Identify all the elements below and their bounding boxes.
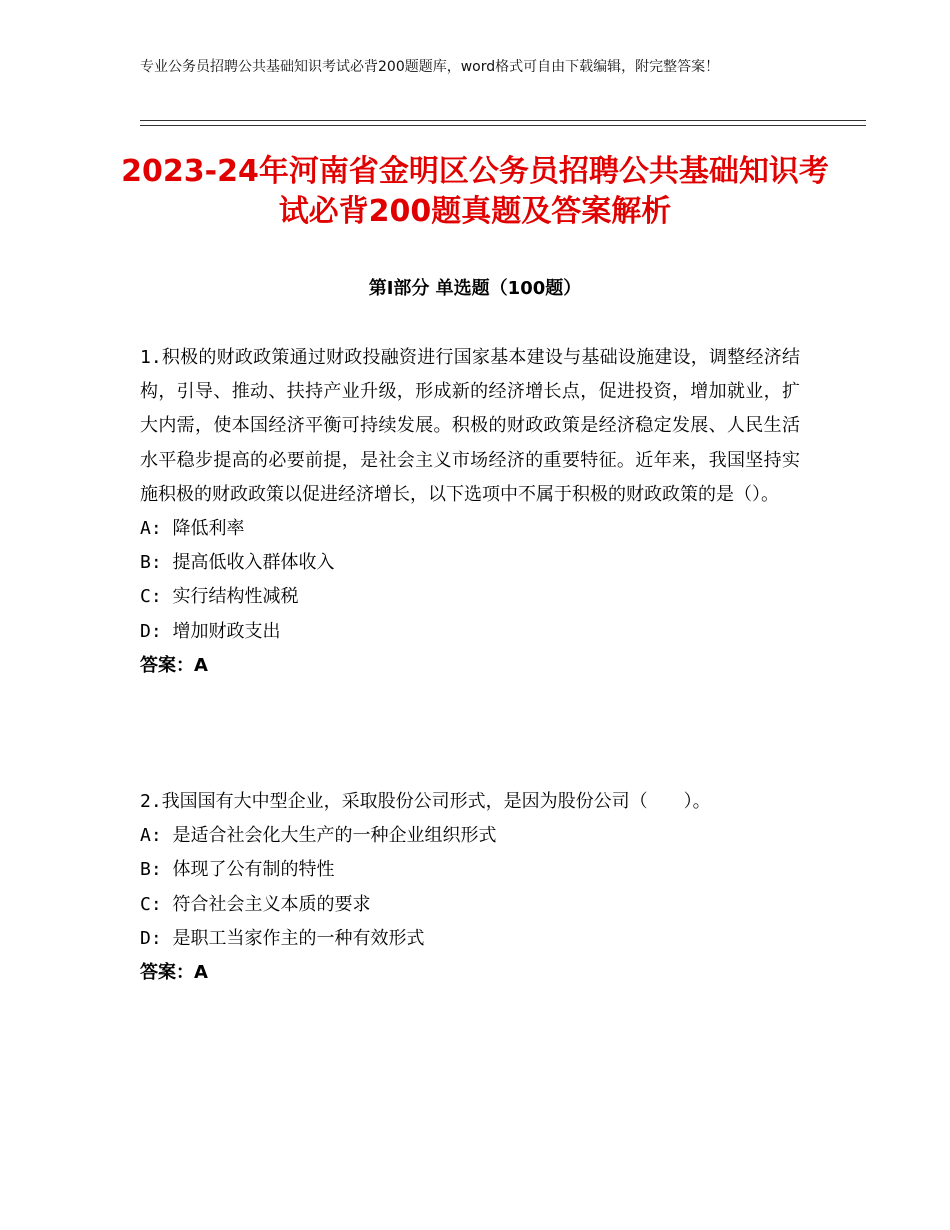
- question-2: [140, 785, 800, 990]
- option-b: B: 体现了公有制的特性: [140, 859, 335, 881]
- question-stem: 2.我国国有大中型企业，采取股份公司形式，是因为股份公司（ ）。: [140, 791, 711, 812]
- option-a: A: 是适合社会化大生产的一种企业组织形式: [140, 825, 497, 847]
- question-stem: 1.积极的财政政策通过财政投融资进行国家基本建设与基础设施建设，调整经济结构，引导、推动、扶持产业升级，形成新的经济增长点，促进投资，增加就业，扩大内需，使本国经济平衡可持续发展。积极的财政政策是经济稳定发展、人民生活水平稳步提高的必要前提，是社会主义市场经济的重要特征。近年来，我国坚持实施积极的财政政策以促进经济增长，以下选项中不属于积极的财政政策的是（）。: [140, 347, 800, 505]
- section-heading: 第Ⅰ部分 单选题（100题）: [368, 278, 582, 299]
- option-c: C: 符合社会主义本质的要求: [140, 893, 371, 915]
- option-b: B: 提高低收入群体收入: [140, 552, 335, 574]
- option-c: C: 实行结构性减税: [140, 586, 299, 608]
- option-a: A: 降低利率: [140, 518, 245, 540]
- option-d: D: 增加财政支出: [140, 620, 281, 642]
- answer: 答案：A: [140, 962, 208, 984]
- header-divider: [140, 120, 866, 126]
- answer: 答案：A: [140, 654, 208, 676]
- header-note: 专业公务员招聘公共基础知识考试必背200题题库，word格式可自由下载编辑，附完整答案！: [140, 59, 720, 75]
- question-1: [140, 341, 800, 683]
- document-title: 2023-24年河南省金明区公务员招聘公共基础知识考试必背200题真题及答案解析: [121, 154, 829, 229]
- option-d: D: 是职工当家作主的一种有效形式: [140, 927, 425, 949]
